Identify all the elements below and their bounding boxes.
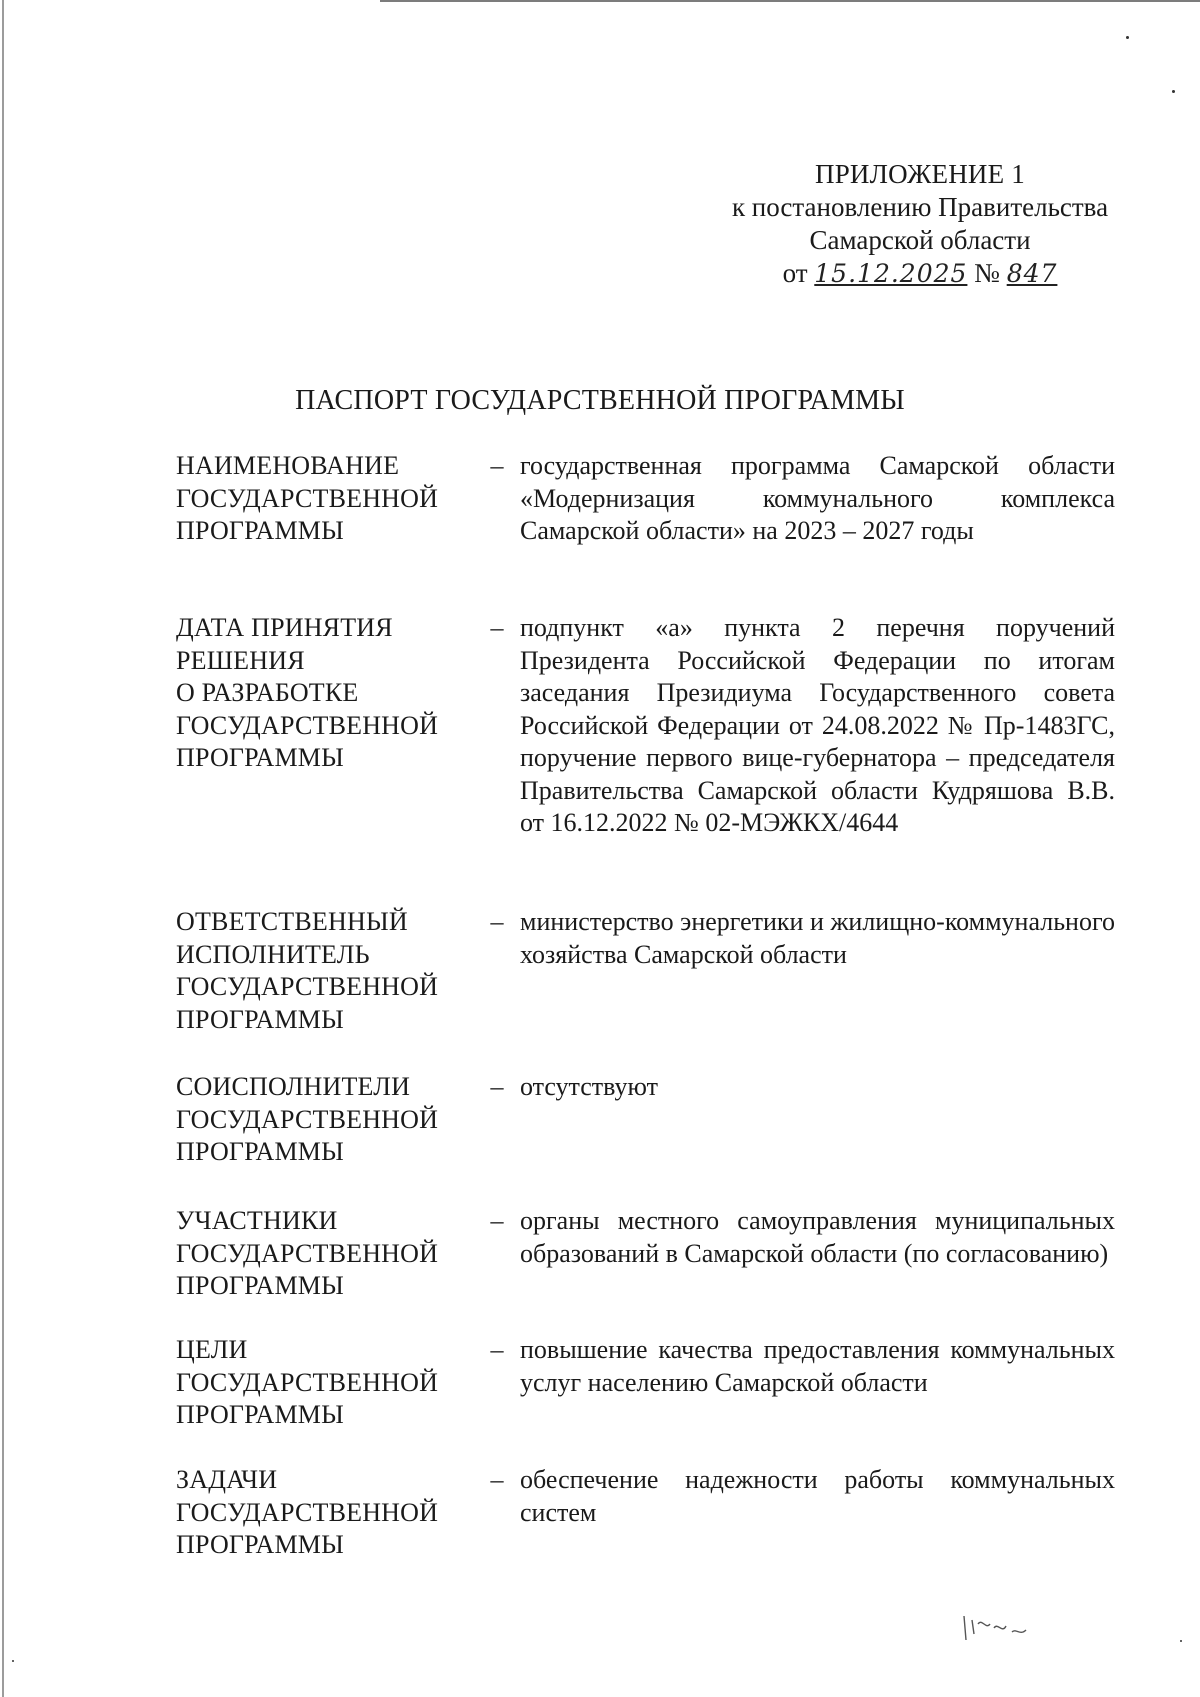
appendix-line-3: Самарской области: [809, 225, 1031, 255]
label-line: ГОСУДАРСТВЕННОЙ: [176, 1238, 439, 1268]
label-line: НАИМЕНОВАНИЕ: [176, 451, 400, 480]
document-title: ПАСПОРТ ГОСУДАРСТВЕННОЙ ПРОГРАММЫ: [295, 385, 905, 416]
scan-speck: [1180, 1640, 1182, 1642]
label-line: ИСПОЛНИТЕЛЬ: [176, 939, 370, 969]
section-label: [176, 450, 476, 548]
dash: –: [490, 1206, 504, 1235]
section-label: [176, 906, 476, 1036]
scan-edge-left: [2, 0, 4, 1697]
section-text: органы местного самоуправления муниципальных образований в Самарской области (по согласованию): [520, 1206, 1115, 1268]
section-label: [176, 1464, 476, 1562]
appendix-line-2: к постановлению Правительства: [731, 192, 1109, 222]
appendix-title: ПРИЛОЖЕНИЕ 1: [815, 159, 1025, 189]
label-line: ОТВЕТСТВЕННЫЙ: [176, 907, 408, 936]
label-line: ЗАДАЧИ: [176, 1465, 278, 1494]
label-line: ПРОГРАММЫ: [176, 1137, 344, 1166]
label-line: ГОСУДАРСТВЕННОЙ: [176, 1104, 439, 1134]
section-label: [176, 1205, 476, 1303]
scan-speck: [1126, 36, 1129, 39]
appendix-date-line: [690, 257, 1150, 290]
label-line: ДАТА ПРИНЯТИЯ: [176, 613, 393, 642]
dash: –: [490, 451, 504, 480]
label-line: РЕШЕНИЯ: [176, 645, 305, 675]
section-text: обеспечение надежности работы коммунальных систем: [520, 1465, 1115, 1527]
dash: –: [490, 1335, 504, 1364]
section-text: министерство энергетики и жилищно-коммунального хозяйства Самарской области: [520, 907, 1115, 969]
label-line: О РАЗРАБОТКЕ: [176, 678, 359, 707]
appendix-header: [690, 158, 1150, 290]
label-line: СОИСПОЛНИТЕЛИ: [176, 1072, 411, 1101]
label-line: ПРОГРАММЫ: [176, 1271, 344, 1300]
section-text: отсутствуют: [520, 1072, 658, 1101]
label-line: ПРОГРАММЫ: [176, 1530, 344, 1559]
section-text: повышение качества предоставления коммунальных услуг населению Самарской области: [520, 1335, 1115, 1397]
label-line: ГОСУДАРСТВЕННОЙ: [176, 972, 439, 1001]
label-line: УЧАСТНИКИ: [176, 1206, 338, 1235]
handwritten-date: 15.12.2025: [814, 259, 968, 288]
label-line: ГОСУДАРСТВЕННОЙ: [176, 710, 439, 740]
scan-speck: [1172, 90, 1175, 93]
section-label: [176, 1071, 476, 1169]
dash: –: [490, 1072, 504, 1101]
section-label: [176, 1334, 476, 1432]
number-prefix: №: [974, 258, 1000, 288]
section-label: [176, 612, 476, 775]
label-line: ПРОГРАММЫ: [176, 516, 344, 545]
dash: –: [490, 1465, 504, 1494]
label-line: ГОСУДАРСТВЕННОЙ: [176, 483, 439, 513]
scan-edge-top: [380, 0, 1200, 2]
section-text: государственная программа Самарской области «Модернизация коммунального комплекса Самарской области» на 2023 – 2027 годы: [520, 451, 1115, 545]
initials-mark: [960, 1610, 1040, 1650]
handwritten-number: 847: [1006, 259, 1058, 288]
label-line: ПРОГРАММЫ: [176, 743, 344, 772]
label-line: ПРОГРАММЫ: [176, 1400, 344, 1429]
label-line: ГОСУДАРСТВЕННОЙ: [176, 1497, 439, 1527]
date-prefix: от: [782, 258, 808, 288]
label-line: ЦЕЛИ: [176, 1335, 248, 1364]
section-text: подпункт «а» пункта 2 перечня поручений Президента Российской Федерации по итогам заседания Президиума Государственного совета Российской Федерации от 24.08.2022 № Пр-1483ГС, поручение первого вице-губернатора – председателя Правительства Самарской области Кудряшова В.В. от 16.12.2022 № 02-МЭЖКХ/4644: [520, 613, 1115, 837]
label-line: ГОСУДАРСТВЕННОЙ: [176, 1367, 439, 1397]
dash: –: [490, 907, 504, 936]
label-line: ПРОГРАММЫ: [176, 1004, 344, 1034]
scan-speck: [12, 1660, 14, 1662]
dash: –: [490, 613, 504, 642]
